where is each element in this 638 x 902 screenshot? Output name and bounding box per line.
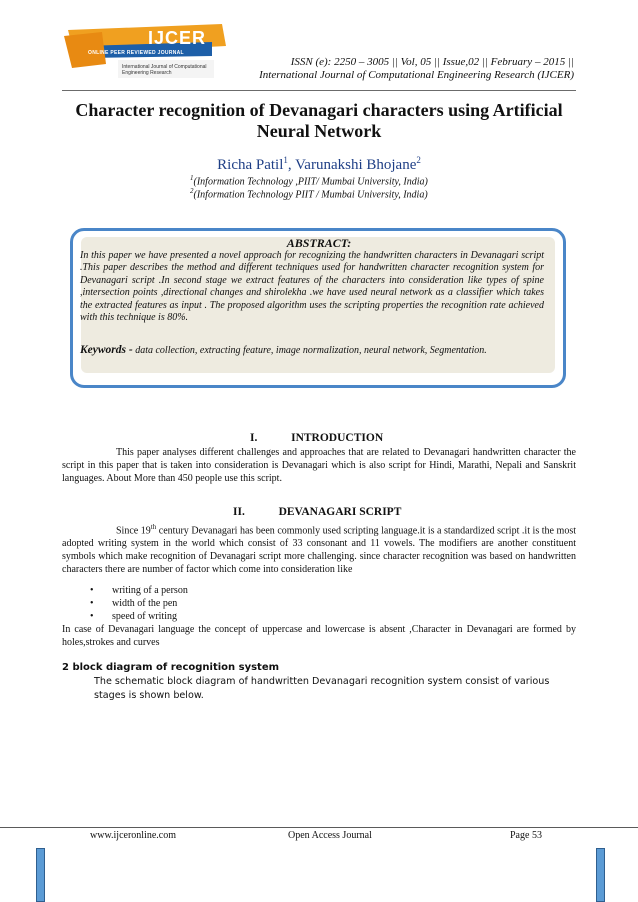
journal-name-line: International Journal of Computational Engineering Research (IJCER) [259, 69, 574, 81]
block-diagram-heading: 2 block diagram of recognition system [62, 662, 280, 673]
author-2-sup: 2 [416, 155, 421, 165]
author-2: Varunakshi Bhojane [295, 157, 417, 173]
affiliation-1-text: (Information Technology ,PIIT/ Mumbai University, India) [193, 176, 428, 188]
logo-subtitle-2: Engineering Research [122, 70, 172, 76]
paper-title-line-1: Character recognition of Devanagari characters using Artificial [75, 100, 563, 120]
footer-bar-left [36, 848, 45, 902]
author-1: Richa Patil [217, 157, 284, 173]
section-2-paragraph [62, 521, 576, 576]
section-2-number: II. [233, 506, 245, 518]
affiliation-2 [190, 187, 428, 200]
section-2-text-a: Since 19 [116, 525, 151, 537]
keywords-label: Keywords - [80, 344, 133, 356]
paper-title [62, 100, 576, 142]
section-2-heading [233, 506, 401, 518]
affiliation-2-sup: 2 [190, 187, 194, 195]
abstract-heading: ABSTRACT: [286, 236, 352, 250]
logo-banner: ONLINE PEER REVIEWED JOURNAL [88, 50, 184, 56]
section-1-heading [250, 432, 383, 444]
list-item: • writing of a person [90, 584, 188, 597]
list-item: • speed of writing [90, 610, 188, 623]
keywords-text: data collection, extracting feature, image normalization, neural network, Segmentation. [132, 345, 487, 356]
footer-rule [0, 827, 638, 828]
factor-list [90, 584, 188, 623]
affiliation-1-sup: 1 [190, 174, 194, 182]
keywords [80, 344, 544, 357]
block-diagram-text: The schematic block diagram of handwritten Devanagari recognition system consist of various stages is shown below. [94, 676, 550, 701]
after-list-paragraph: In case of Devanagari language the concept of uppercase and lowercase is absent ,Character in Devanagari are formed by holes,strokes and curves [62, 624, 576, 648]
affiliation-1 [190, 174, 428, 187]
section-1-title: INTRODUCTION [291, 432, 384, 444]
journal-logo [62, 24, 230, 86]
section-2-title: DEVANAGARI SCRIPT [278, 506, 402, 518]
section-1-paragraph [62, 446, 576, 485]
abstract-text: In this paper we have presented a novel approach for recognizing the handwritten characters in Devanagari script .This paper describes the method and different techniques used for handwritten character recognition system for Devanagari script .In second stage we extract features of the characters into consideration like types of spine ,intersection points ,directional changes and shirolekha .we have used neural network as a classifier which takes the extracted features as input . The proposed algorithm uses the scripting properties the recognition rate achieved with this technique is 80%. [80, 250, 544, 324]
paper-title-line-2: Neural Network [256, 121, 382, 141]
footer-bar-right [596, 848, 605, 902]
footer-page-number: Page 53 [510, 830, 542, 841]
journal-issn-line: ISSN (e): 2250 – 3005 || Vol, 05 || Issue,02 || February – 2015 || [290, 56, 574, 68]
section-2-text-b: century Devanagari has been commonly used scripting language.it is a standardized script .it is the most adopted writing system in the world which consist of 33 consonant and 11 vowels. The modifiers are another constituent symbols which make recognition of Devanagari script more challenging. since character recognition was based on handwritten characters there are number of factor which come into consideration like [62, 525, 576, 576]
footer-access: Open Access Journal [288, 830, 372, 841]
logo-subtitle-1: International Journal of Computational [122, 64, 207, 70]
journal-header [259, 56, 574, 82]
author-sep: , [287, 157, 296, 173]
list-item: • width of the pen [90, 597, 188, 610]
author-1-sup: 1 [283, 155, 288, 165]
logo-title: IJCER [148, 28, 207, 48]
affiliation-2-text: (Information Technology PIIT / Mumbai University, India) [193, 189, 428, 201]
footer-website[interactable]: www.ijceronline.com [90, 830, 176, 841]
header-rule [62, 90, 576, 91]
section-1-text: This paper analyses different challenges and approaches that are related to Devanagari handwritten character the script in this paper that is taken into consideration is Devanagari which is also script for Hindi, Marathi, Nepali and Sanskrit languages. About More than 450 people use this script. [62, 447, 576, 484]
section-1-number: I. [250, 432, 258, 444]
section-2-sup: th [150, 523, 157, 531]
author-line [0, 155, 638, 174]
